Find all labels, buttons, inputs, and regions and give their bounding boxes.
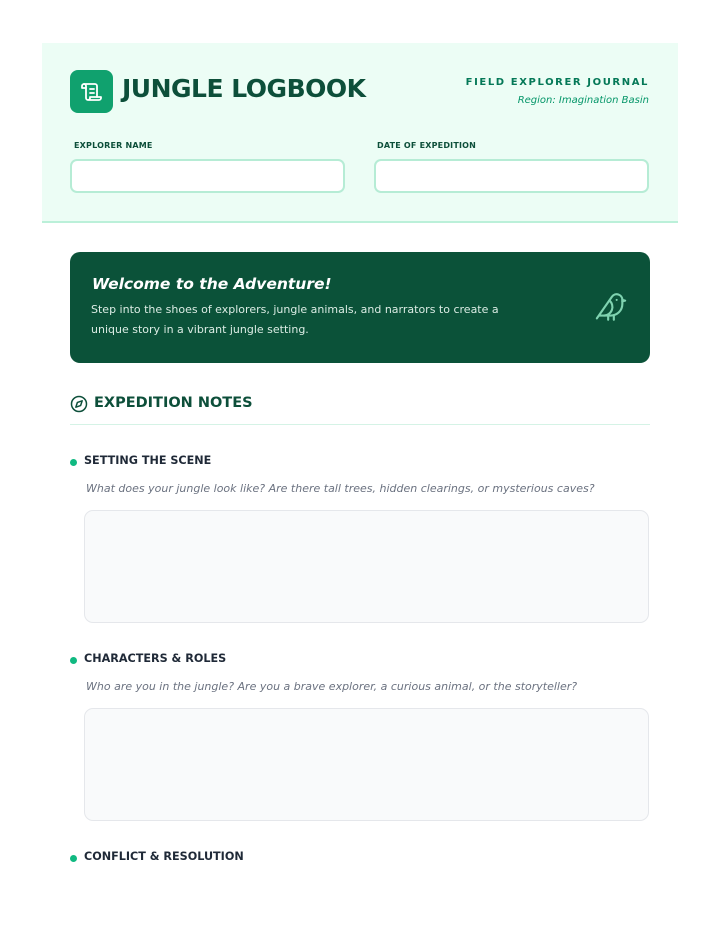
- app-title: JUNGLE LOGBOOK: [122, 74, 366, 103]
- prompt-title-conflict: CONFLICT & RESOLUTION: [84, 850, 244, 863]
- welcome-banner: [70, 252, 650, 363]
- expedition-date-field[interactable]: [374, 159, 649, 193]
- section-title: EXPEDITION NOTES: [94, 395, 253, 411]
- scroll-icon: [80, 80, 104, 104]
- prompt-title-characters: CHARACTERS & ROLES: [84, 652, 227, 665]
- prompt-title-setting: SETTING THE SCENE: [84, 454, 212, 467]
- prompt-hint-setting: What does your jungle look like? Are there tall trees, hidden clearings, or mysterious caves?: [86, 482, 595, 495]
- expedition-notes-header: [70, 394, 650, 425]
- bullet-dot: [70, 855, 77, 862]
- welcome-body: Step into the shoes of explorers, jungle animals, and narrators to create a unique story in a vibrant jungle setting.: [91, 303, 499, 336]
- explorer-name-label: EXPLORER NAME: [74, 141, 153, 150]
- explorer-name-field[interactable]: [70, 159, 345, 193]
- prompt-hint-characters: Who are you in the jungle? Are you a brave explorer, a curious animal, or the storyteller?: [86, 680, 578, 693]
- logbook-header: [42, 43, 678, 223]
- bullet-dot: [70, 657, 77, 664]
- date-label: DATE OF EXPEDITION: [377, 141, 477, 150]
- bird-icon: [594, 290, 628, 324]
- characters-answer-field[interactable]: [84, 708, 649, 821]
- region-label: Region: Imagination Basin: [517, 95, 649, 106]
- setting-answer-field[interactable]: [84, 510, 649, 623]
- bullet-dot: [70, 459, 77, 466]
- logo-badge: [70, 70, 113, 113]
- welcome-title: Welcome to the Adventure!: [92, 275, 332, 293]
- journal-label: FIELD EXPLORER JOURNAL: [465, 77, 649, 88]
- compass-icon: [70, 395, 88, 413]
